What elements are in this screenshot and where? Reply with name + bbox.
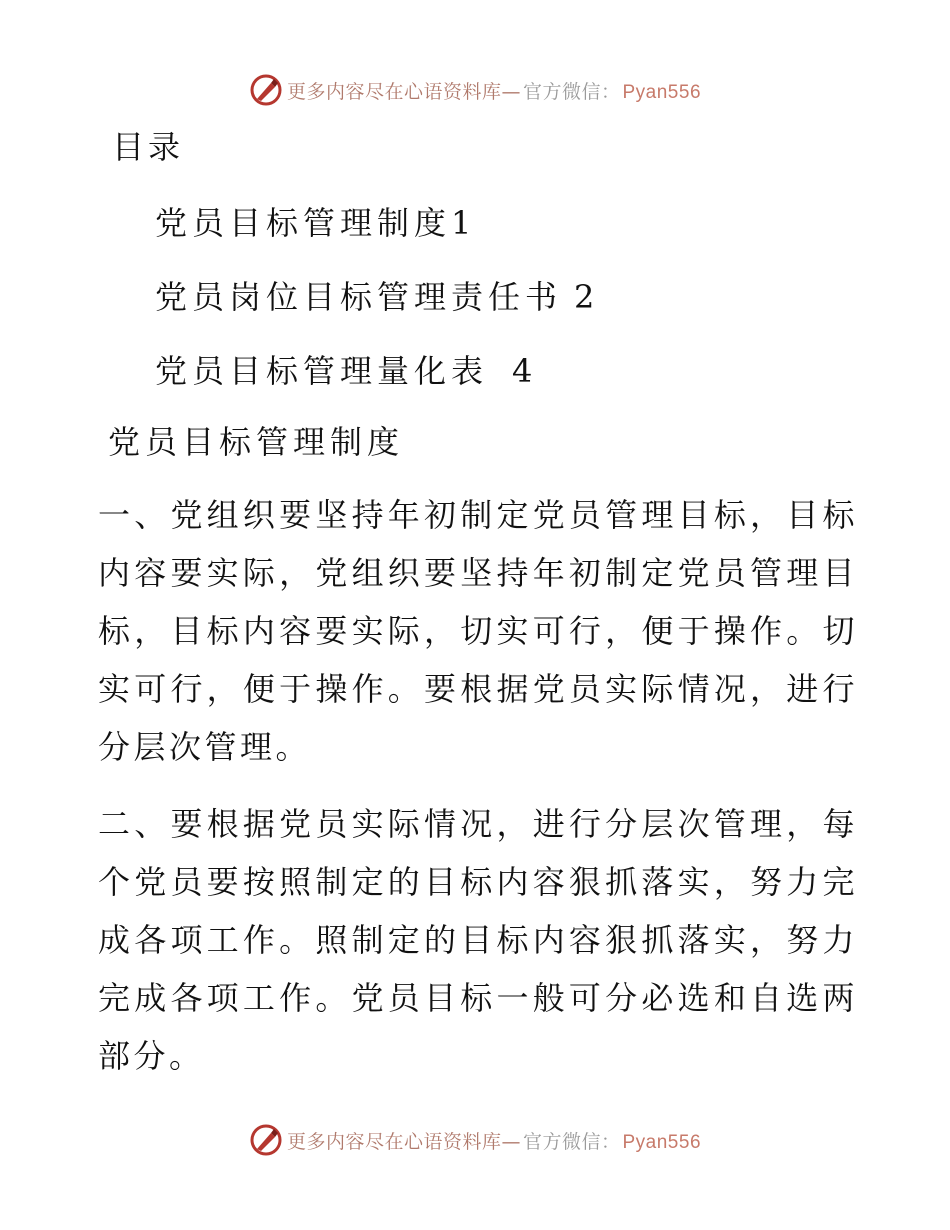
banner-dash: — (501, 1130, 521, 1153)
paragraph-2: 二、要根据党员实际情况，进行分层次管理，每个党员要按照制定的目标内容狠抓落实，努力完成各项工作。照制定的目标内容狠抓落实，努力完成各项工作。党员目标一般可分必选和自选两部分。 (98, 805, 858, 1075)
toc-item-label: 党员目标管理量化表 (155, 352, 489, 390)
banner-wechat-id: Pyan556 (622, 81, 702, 103)
toc-item-page: 1 (451, 204, 477, 242)
toc-item[interactable] (155, 198, 476, 244)
pen-logo-icon (249, 73, 283, 107)
pen-logo-icon (249, 1123, 283, 1157)
banner-site-name: 更多内容尽在心语资料库 (286, 1130, 502, 1153)
banner-site-name: 更多内容尽在心语资料库 (286, 80, 502, 103)
footer-banner (0, 1120, 950, 1160)
banner-text (287, 77, 701, 104)
toc-item-page: 4 (512, 352, 538, 390)
toc-item[interactable] (155, 272, 599, 318)
banner-dash: — (501, 80, 521, 103)
banner-text (287, 1127, 701, 1154)
toc-item-label: 党员岗位目标管理责任书 (155, 278, 563, 316)
paragraph-1: 一、党组织要坚持年初制定党员管理目标，目标内容要实际，党组织要坚持年初制定党员管理目标，目标内容要实际，切实可行，便于操作。切实可行，便于操作。要根据党员实际情况，进行分层次管理。 (98, 496, 858, 766)
toc-item[interactable] (155, 346, 537, 392)
banner-wechat-label: 官方微信： (522, 80, 621, 103)
header-banner (0, 70, 950, 110)
toc-item-page: 2 (574, 278, 600, 316)
banner-wechat-label: 官方微信： (522, 1130, 621, 1153)
toc-title: 目录 (112, 128, 185, 166)
banner-wechat-id: Pyan556 (622, 1131, 702, 1153)
toc-item-label: 党员目标管理制度 (155, 204, 452, 242)
section-heading: 党员目标管理制度 (108, 423, 405, 461)
